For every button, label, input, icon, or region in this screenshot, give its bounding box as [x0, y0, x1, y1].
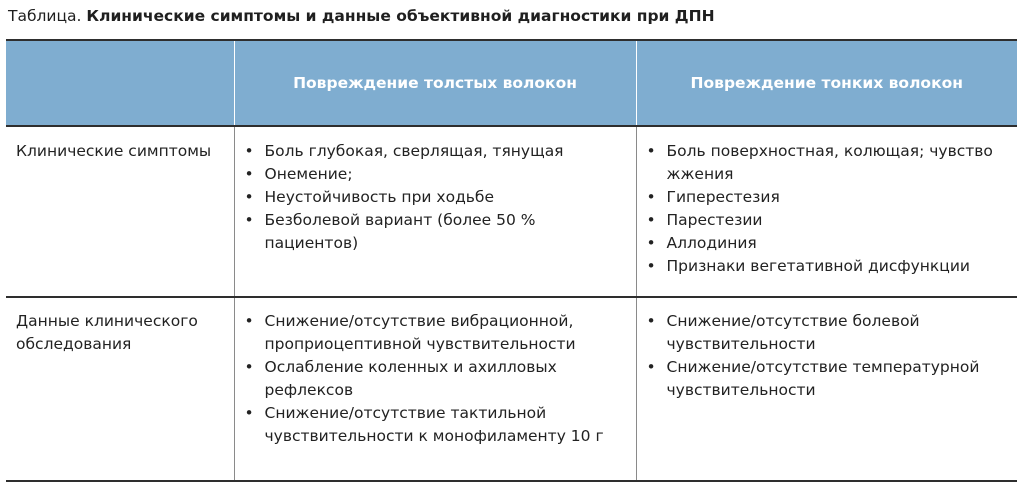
table-header-row [6, 40, 1017, 126]
list-item: • Гиперестезия [667, 186, 1008, 209]
list-item: • Снижение/отсутствие болевой чувствительности [667, 310, 1008, 356]
header-thin-fibers: Повреждение тонких волокон [636, 40, 1017, 126]
list-item: • Парестезии [667, 209, 1008, 232]
cell-thin-examination [636, 297, 1017, 481]
list-item: • Снижение/отсутствие тактильной чувствительности к монофиламенту 10 г [265, 402, 626, 448]
list-item: • Безболевой вариант (более 50 % пациентов) [265, 209, 626, 255]
symptoms-table [6, 39, 1017, 482]
header-empty [6, 40, 234, 126]
list-item: • Аллодиния [667, 232, 1008, 255]
bullet-list [637, 310, 1018, 402]
row-label-clinical-symptoms: Клинические симптомы [6, 126, 234, 297]
table-row [6, 297, 1017, 481]
list-item: • Боль поверхностная, колющая; чувство жжения [667, 140, 1008, 186]
bullet-list [637, 140, 1018, 278]
header-thick-fibers: Повреждение толстых волокон [234, 40, 636, 126]
row-label-clinical-examination: Данные клинического обследования [6, 297, 234, 481]
caption-prefix: Таблица. [8, 7, 82, 25]
list-item: • Неустойчивость при ходьбе [265, 186, 626, 209]
list-item: • Снижение/отсутствие температурной чувствительности [667, 356, 1008, 402]
cell-thick-symptoms [234, 126, 636, 297]
caption-title: Клинические симптомы и данные объективной диагностики при ДПН [86, 7, 715, 25]
cell-thick-examination [234, 297, 636, 481]
list-item: • Признаки вегетативной дисфункции [667, 255, 1008, 278]
bullet-list [235, 140, 636, 255]
bullet-list [235, 310, 636, 448]
list-item: • Ослабление коленных и ахилловых рефлексов [265, 356, 626, 402]
table-caption [8, 6, 715, 26]
cell-thin-symptoms [636, 126, 1017, 297]
list-item: • Боль глубокая, сверлящая, тянущая [265, 140, 626, 163]
list-item: • Онемение; [265, 163, 626, 186]
list-item: • Снижение/отсутствие вибрационной, проприоцептивной чувствительности [265, 310, 626, 356]
table-row [6, 126, 1017, 297]
